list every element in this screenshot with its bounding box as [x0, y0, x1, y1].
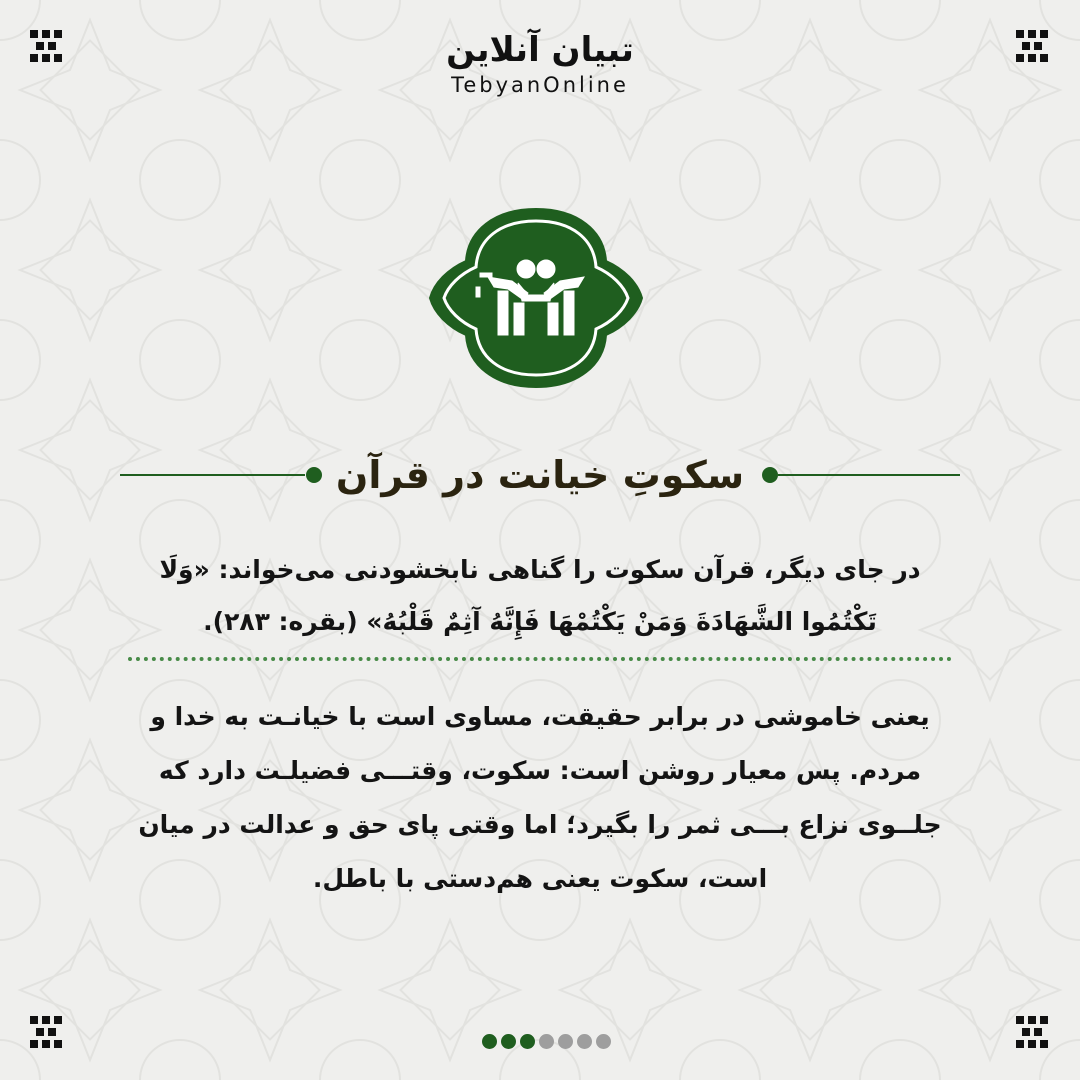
- title-dot-left: [306, 467, 322, 483]
- two-figures-bowing-icon: [428, 207, 644, 389]
- brand-name-en: TebyanOnline: [451, 73, 629, 97]
- pagination-dot[interactable]: [577, 1034, 592, 1049]
- title-dot-right: [762, 467, 778, 483]
- pagination-dots: [482, 1034, 611, 1050]
- pagination-dot[interactable]: [596, 1034, 611, 1049]
- corner-ornament: [1014, 28, 1050, 64]
- pagination-dot[interactable]: [501, 1034, 516, 1049]
- section-title-row: [120, 440, 960, 510]
- corner-ornament: [1014, 1014, 1050, 1050]
- pagination-dot[interactable]: [520, 1034, 535, 1049]
- title-divider-right: [778, 474, 960, 476]
- pagination-dot[interactable]: [539, 1034, 554, 1049]
- section-title: سکوتِ خیانت در قرآن: [335, 453, 745, 497]
- paragraph-quran-quote: در جای دیگر، قرآن سکوت را گناهی نابخشودنی می‌خواند: «وَلَا تَکْتُمُوا الشَّهَادَةَ وَمَنْ یَکْتُمْهَا فَإِنَّهُ آثِمٌ قَلْبُهُ» (بقره: ۲۸۳).: [159, 555, 921, 636]
- pagination-dot[interactable]: [482, 1034, 497, 1049]
- title-divider-left: [120, 474, 305, 476]
- corner-ornament: [28, 1014, 64, 1050]
- corner-ornament: [28, 28, 64, 64]
- brand-logo: [340, 28, 740, 98]
- dotted-divider: [128, 657, 952, 661]
- brand-name-fa: تبیان آنلاین: [446, 30, 634, 70]
- paragraph-explanation: یعنی خاموشی در برابر حقیقت، مساوی است با خیانـت به خدا و مردم. پس معیار روشن است: سکوت، وقتـــی فضیلـت دارد که جلــوی نزاع بـــی ثمر را بگیرد؛ اما وقتی پای حق و عدالت در میان است، سکوت یعنی هم‌دستی با باطل.: [138, 702, 942, 893]
- pagination-dot[interactable]: [558, 1034, 573, 1049]
